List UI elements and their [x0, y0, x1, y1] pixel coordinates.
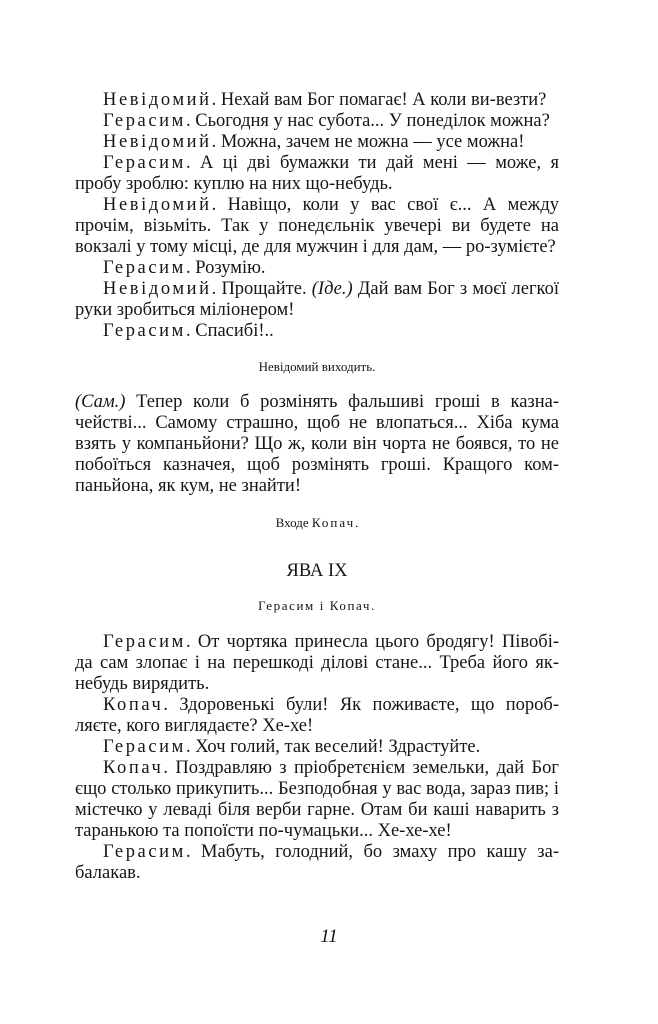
speaker-name: Герасим: [103, 321, 186, 341]
speaker-name: Герасим: [103, 842, 186, 862]
stage-direction-inline: (Іде.): [311, 279, 353, 299]
speaker-name: Герасим: [103, 153, 186, 173]
line-text: . Спасибі!..: [185, 321, 274, 341]
scene-title: ЯВА IX: [286, 561, 348, 581]
monologue: [75, 392, 559, 497]
speaker-name: Герасим: [103, 737, 186, 757]
stage-direction-exit: Невідомий виходить.: [258, 359, 376, 374]
dialogue-line: [75, 737, 559, 758]
line-text: . Можна, зачем не можна — усе можна!: [211, 132, 525, 152]
page-body: [75, 90, 559, 884]
dialogue-line: [75, 90, 559, 111]
dialogue-line: [75, 695, 559, 737]
dialogue-line: [75, 258, 559, 279]
line-text: . Мабуть, голодний, бо змаху про кашу за-балакав.: [75, 842, 559, 883]
stage-direction-enter: Входе Копач.: [275, 515, 359, 530]
line-text: . Нехай вам Бог помагає! А коли ви-везти?: [211, 90, 547, 110]
dialogue-line: [75, 842, 559, 884]
monologue-text: Тепер коли б розмінять фальшиві гроші в казна-чействі... Самому страшно, щоб не влопаться... Хіба кума взять у компаньйони? Що ж, коли він чорта не боявся, то не побоїться казначея, щоб розмінять гроші. Кращого ком-паньйона, як кум, не знайти!: [75, 392, 559, 496]
page-number: 11: [320, 926, 338, 947]
line-text: . От чортяка принесла цього бродягу! Півобі-да сам злопає і на перешкоді ділові стане... Треба його як-небудь вирядить.: [75, 632, 559, 694]
speaker-name: Копач: [103, 695, 164, 715]
speaker-name: Невідомий: [103, 279, 212, 299]
line-text: . Хоч голий, так веселий! Здрастуйте.: [185, 737, 481, 757]
stage-direction-inline: (Сам.): [75, 392, 126, 412]
line-text: . Прощайте.: [211, 279, 312, 299]
dialogue-line: [75, 758, 559, 842]
speaker-name: Невідомий: [103, 90, 212, 110]
scene-persons: Герасим і Копач.: [258, 598, 376, 613]
dialogue-line: [75, 632, 559, 695]
speaker-name: Герасим: [103, 632, 186, 652]
speaker-name: Невідомий: [103, 132, 212, 152]
line-text: . Здоровенькі були! Як поживаєте, що пороб-ляєте, кого виглядаєте? Хе-хе!: [75, 695, 559, 736]
speaker-name: Герасим: [103, 258, 186, 278]
line-text: . Розумію.: [185, 258, 266, 278]
line-text: . А ці дві бумажки ти дай мені — може, я пробу зроблю: куплю на них що-небудь.: [75, 153, 559, 194]
speaker-name: Копач: [103, 758, 164, 778]
line-text: . Навіщо, коли у вас свої є... А между прочім, візьміть. Так у понедєльнік увечері ви будете на вокзалі у тому місці, де для мужчин і для дам, — ро-зумієте?: [75, 195, 559, 257]
dialogue-line: [75, 111, 559, 132]
dialogue-line: [75, 279, 559, 321]
line-text: Дай вам Бог з моєї легкої руки зробиться міліонером!: [75, 279, 559, 320]
line-text: . Сьогодня у нас субота... У понеділок можна?: [185, 111, 550, 131]
speaker-name: Невідомий: [103, 195, 212, 215]
dialogue-line: [75, 132, 559, 153]
speaker-name: Копач: [311, 515, 356, 530]
dialogue-line: [75, 195, 559, 258]
dialogue-line: [75, 153, 559, 195]
speaker-name: Герасим: [103, 111, 186, 131]
dialogue-line: [75, 321, 559, 342]
line-text: . Поздравляю з пріобретєнієм земельки, дай Бог єщо столько прикупить... Безподобная у вас вода, зараз пив; і містечко у леваді біля верби гарне. Отам би каші наварить з таранькою та попоїсти по-чумацьки... Хе-хе-хе!: [75, 758, 559, 841]
